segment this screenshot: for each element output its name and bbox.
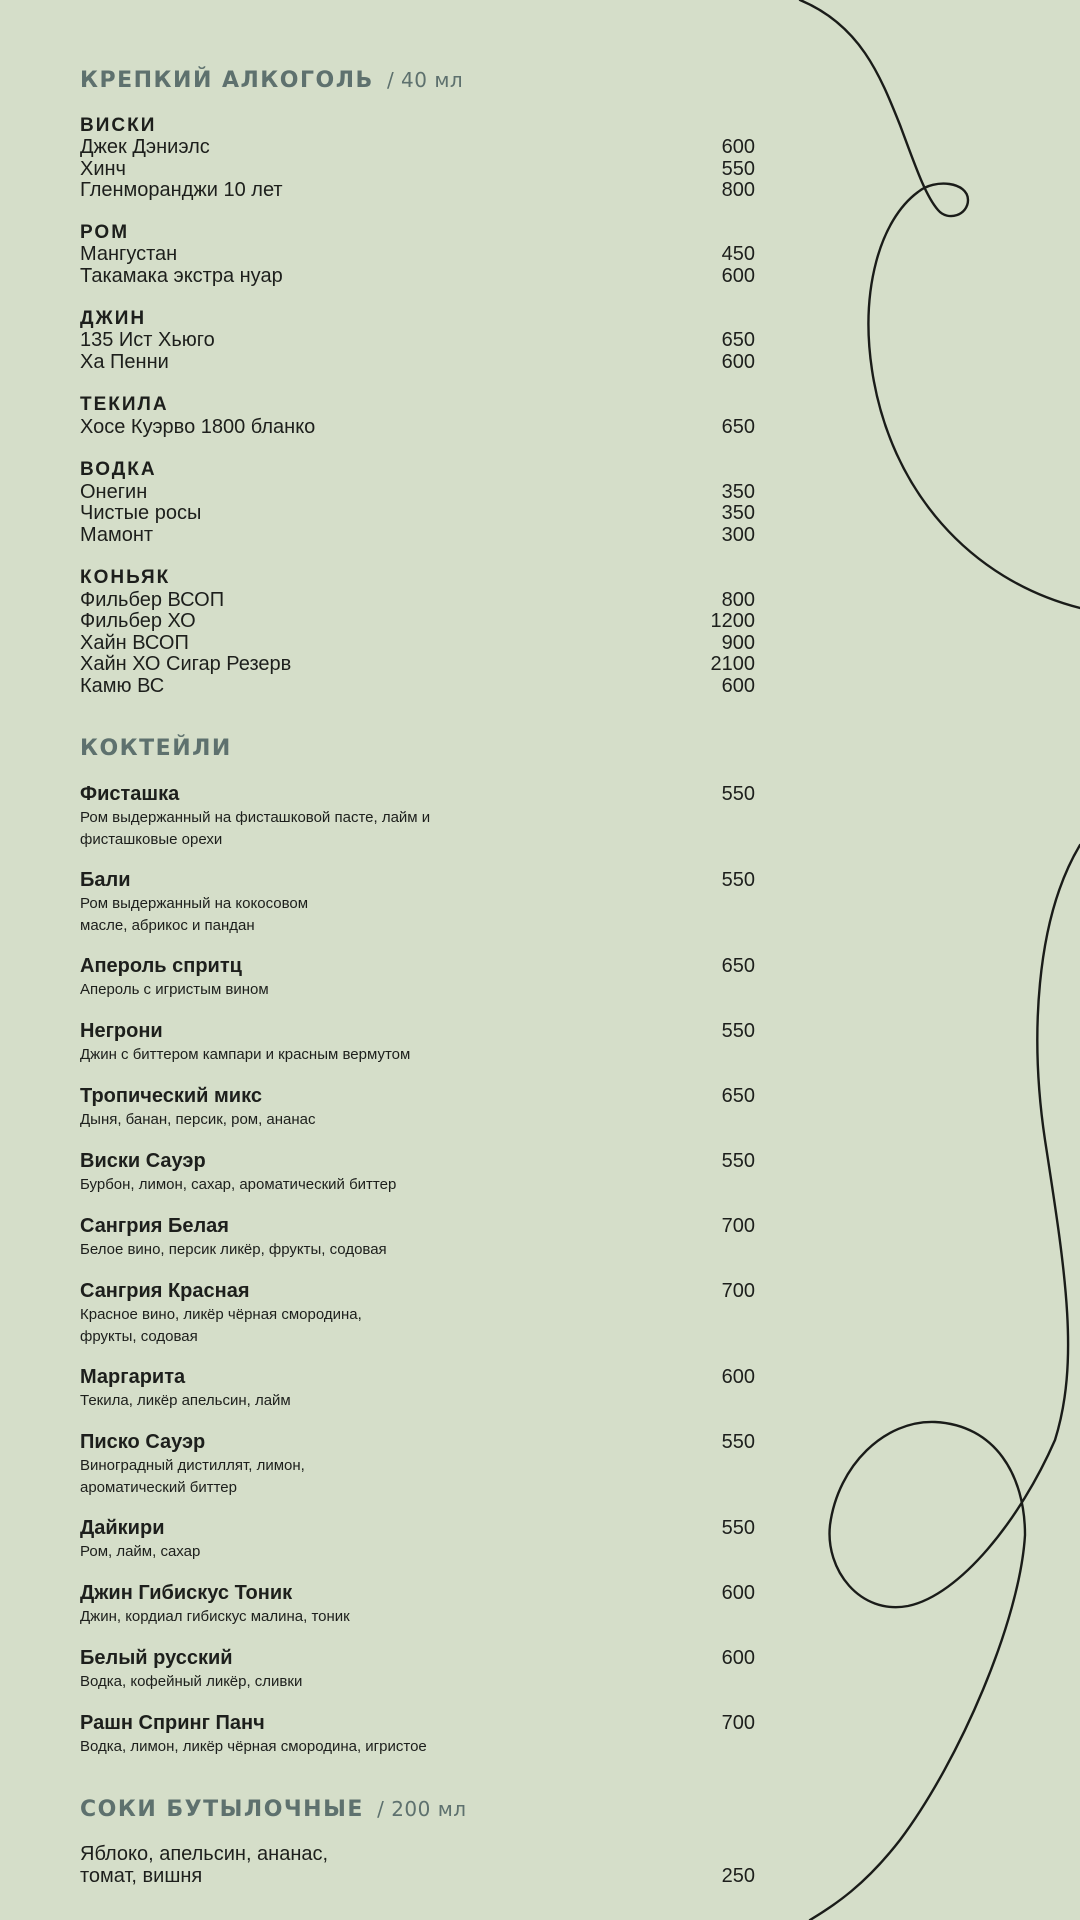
juice-item xyxy=(80,1843,755,1887)
item-name: Мамонт xyxy=(80,524,154,546)
cocktail-description: Апероль с игристым вином xyxy=(80,981,269,998)
cocktail-description: Джин с биттером кампари и красным вермутом xyxy=(80,1046,411,1063)
item-price: 450 xyxy=(721,243,755,265)
menu-item xyxy=(80,502,755,524)
cocktail-description: Красное вино, ликёр чёрная смородина, фрукты, содовая xyxy=(80,1306,362,1345)
cocktail-item xyxy=(80,869,755,937)
juices-section-title xyxy=(80,1797,467,1822)
cocktail-description: Водка, лимон, ликёр чёрная смородина, игристое xyxy=(80,1738,427,1755)
item-price: 600 xyxy=(721,265,755,287)
lower-curve-line xyxy=(810,845,1080,1920)
cocktail-item xyxy=(80,955,755,1001)
menu-item xyxy=(80,351,755,373)
cocktail-item xyxy=(80,1085,755,1131)
category-vodka: ВОДКА xyxy=(80,459,157,480)
juices-unit: / 200 мл xyxy=(377,1797,467,1821)
spirits-section-title xyxy=(80,68,463,93)
item-name: Такамака экстра нуар xyxy=(80,265,283,287)
menu-item xyxy=(80,524,755,546)
juices-title: СОКИ БУТЫЛОЧНЫЕ xyxy=(80,1797,364,1822)
menu-item xyxy=(80,179,755,201)
spirits-unit: / 40 мл xyxy=(386,68,464,92)
category-whisky: ВИСКИ xyxy=(80,115,157,136)
item-price: 2100 xyxy=(710,653,755,675)
cocktail-item xyxy=(80,1366,755,1412)
cocktail-price: 550 xyxy=(721,1150,755,1172)
menu-item xyxy=(80,136,755,158)
item-price: 600 xyxy=(721,675,755,697)
cocktail-price: 650 xyxy=(721,1085,755,1107)
category-cognac: КОНЬЯК xyxy=(80,567,171,588)
cocktail-price: 550 xyxy=(721,783,755,805)
category-tequila: ТЕКИЛА xyxy=(80,394,169,415)
juice-price: 250 xyxy=(721,1865,755,1887)
cocktail-price: 700 xyxy=(721,1280,755,1302)
cocktail-item xyxy=(80,1431,755,1499)
cocktail-name: Фисташка xyxy=(80,783,180,805)
cocktail-name: Тропический микс xyxy=(80,1085,262,1107)
cocktail-name: Сангрия Белая xyxy=(80,1215,229,1237)
item-price: 550 xyxy=(721,158,755,180)
item-name: Хайн ВСОП xyxy=(80,632,189,654)
cocktail-description: Ром, лайм, сахар xyxy=(80,1543,201,1560)
cocktail-price: 550 xyxy=(721,869,755,891)
cocktail-description: Джин, кордиал гибискус малина, тоник xyxy=(80,1608,350,1625)
cocktail-name: Писко Сауэр xyxy=(80,1431,206,1453)
cocktail-description: Текила, ликёр апельсин, лайм xyxy=(80,1392,291,1409)
cocktail-price: 700 xyxy=(721,1215,755,1237)
cocktail-item xyxy=(80,1215,755,1261)
cocktail-name: Белый русский xyxy=(80,1647,233,1669)
cocktail-item xyxy=(80,1582,755,1628)
item-price: 600 xyxy=(721,136,755,158)
upper-curve-line xyxy=(800,0,1080,608)
item-name: Хайн ХО Сигар Резерв xyxy=(80,653,292,675)
cocktail-price: 550 xyxy=(721,1431,755,1453)
cocktail-price: 650 xyxy=(721,955,755,977)
menu-item xyxy=(80,158,755,180)
cocktail-item xyxy=(80,783,755,851)
cocktail-price: 600 xyxy=(721,1366,755,1388)
cocktail-price: 550 xyxy=(721,1020,755,1042)
cocktail-item xyxy=(80,1020,755,1066)
cocktail-price: 550 xyxy=(721,1517,755,1539)
item-name: Фильбер ХО xyxy=(80,610,196,632)
cocktail-description: Водка, кофейный ликёр, сливки xyxy=(80,1673,303,1690)
item-price: 1200 xyxy=(710,610,755,632)
cocktail-name: Сангрия Красная xyxy=(80,1280,250,1302)
menu-item xyxy=(80,675,755,697)
cocktail-item xyxy=(80,1647,755,1693)
item-price: 300 xyxy=(721,524,755,546)
item-name: Хинч xyxy=(80,158,126,180)
cocktail-description: Виноградный дистиллят, лимон, ароматический биттер xyxy=(80,1457,305,1496)
cocktail-price: 700 xyxy=(721,1712,755,1734)
spirits-title: КРЕПКИЙ АЛКОГОЛЬ xyxy=(80,68,374,93)
menu-item xyxy=(80,265,755,287)
menu-item xyxy=(80,329,755,351)
item-name: Мангустан xyxy=(80,243,178,265)
cocktail-name: Маргарита xyxy=(80,1366,186,1388)
item-price: 600 xyxy=(721,351,755,373)
item-price: 650 xyxy=(721,329,755,351)
cocktail-name: Джин Гибискус Тоник xyxy=(80,1582,293,1604)
item-name: Джек Дэниэлс xyxy=(80,136,210,158)
cocktail-description: Ром выдержанный на фисташковой паcте, лайм и фисташковые орехи xyxy=(80,809,431,848)
cocktail-name: Негрони xyxy=(80,1020,163,1042)
item-price: 350 xyxy=(721,481,755,503)
cocktail-item xyxy=(80,1150,755,1196)
menu-item xyxy=(80,653,755,675)
cocktail-description: Белое вино, персик ликёр, фрукты, содовая xyxy=(80,1241,387,1258)
item-name: Гленморанджи 10 лет xyxy=(80,179,283,201)
item-price: 900 xyxy=(721,632,755,654)
item-price: 350 xyxy=(721,502,755,524)
item-name: Хосе Куэрво 1800 бланко xyxy=(80,416,316,438)
cocktail-item xyxy=(80,1517,755,1563)
juice-flavors: Яблоко, апельсин, ананас, томат, вишня xyxy=(80,1843,329,1887)
cocktail-item xyxy=(80,1280,755,1348)
menu-item xyxy=(80,243,755,265)
cocktail-name: Бали xyxy=(80,869,131,891)
cocktails-title: КОКТЕЙЛИ xyxy=(80,736,232,761)
cocktail-description: Дыня, банан, персик, ром, ананас xyxy=(80,1111,316,1128)
item-price: 800 xyxy=(721,589,755,611)
item-name: Онегин xyxy=(80,481,148,503)
item-name: Камю ВС xyxy=(80,675,165,697)
item-name: Фильбер ВСОП xyxy=(80,589,225,611)
menu-item xyxy=(80,610,755,632)
menu-item xyxy=(80,589,755,611)
category-gin: ДЖИН xyxy=(80,308,147,329)
item-price: 650 xyxy=(721,416,755,438)
cocktail-item xyxy=(80,1712,755,1758)
item-price: 800 xyxy=(721,179,755,201)
cocktails-section-title xyxy=(80,736,232,761)
menu-item xyxy=(80,416,755,438)
item-name: Ха Пенни xyxy=(80,351,169,373)
category-rum: РОМ xyxy=(80,222,130,243)
cocktail-name: Апероль спритц xyxy=(80,955,242,977)
cocktail-price: 600 xyxy=(721,1647,755,1669)
cocktail-name: Рашн Спринг Панч xyxy=(80,1712,265,1734)
cocktail-description: Бурбон, лимон, сахар, ароматический биттер xyxy=(80,1176,397,1193)
menu-item xyxy=(80,481,755,503)
item-name: 135 Ист Хьюго xyxy=(80,329,215,351)
cocktail-price: 600 xyxy=(721,1582,755,1604)
menu-item xyxy=(80,632,755,654)
cocktail-description: Ром выдержанный на кокосовом масле, абрикос и пандан xyxy=(80,895,309,934)
cocktail-name: Виски Сауэр xyxy=(80,1150,206,1172)
cocktail-name: Дайкири xyxy=(80,1517,165,1539)
item-name: Чистые росы xyxy=(80,502,202,524)
